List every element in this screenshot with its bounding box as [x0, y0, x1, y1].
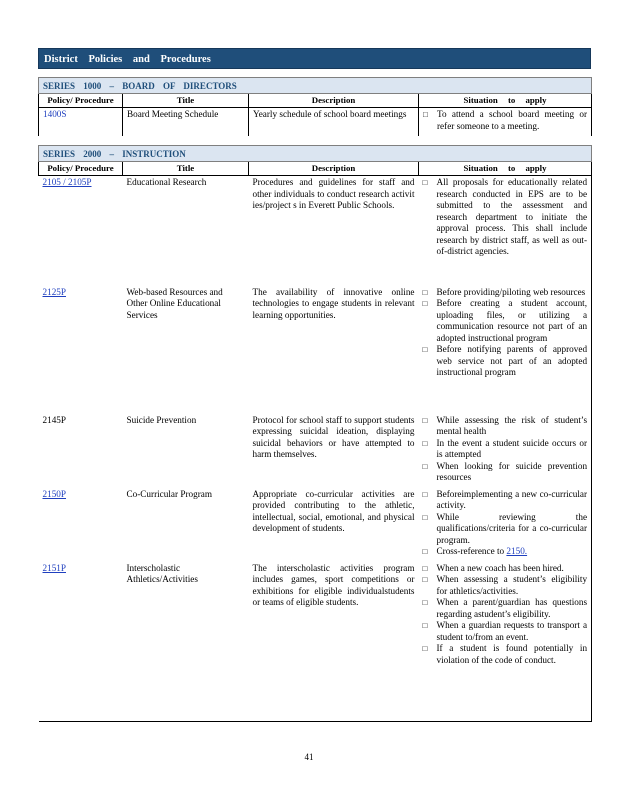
col-situation-header: Situation to apply: [419, 94, 592, 108]
situation-item: [423, 546, 588, 558]
table-row: [39, 562, 592, 722]
situation-item: □ Before creating a student account, uploading files, or utilizing a communication resource not part of an adopted instructional program: [423, 298, 588, 344]
situation-item: □ All proposals for educationally related research conducted in EPS are to be submitted to the assessment and research department to initiate the approval process. This shall include research by district staff, as well as out-of-district agencies.: [423, 177, 588, 258]
policy-number: 1400S: [39, 108, 123, 137]
col-policy-header: Policy/ Procedure: [39, 162, 123, 176]
col-situation-header: Situation to apply: [419, 162, 592, 176]
policy-title: Educational Research: [126, 177, 207, 187]
series-1000-table: [38, 77, 592, 136]
situation-item: □ If a student is found potentially in violation of the code of conduct.: [423, 643, 588, 666]
situation-item: □ In the event a student suicide occurs or is attempted: [423, 438, 588, 461]
policy-title: Co-Curricular Program: [126, 488, 212, 499]
situation-item: □ To attend a school board meeting or refer someone to a meeting.: [423, 109, 587, 132]
policy-link-2125p[interactable]: 2125P: [42, 286, 66, 297]
situation-cell: [419, 488, 592, 562]
situation-cell: [419, 176, 592, 286]
situation-cell: [419, 108, 592, 137]
policy-title: Interscholastic Athletics/Activities: [126, 562, 198, 584]
policy-description: The availability of innovative online technologies to engage students in relevant learning opportunities.: [252, 286, 415, 320]
series-2000-label: SERIES 2000 – INSTRUCTION: [39, 146, 592, 162]
situation-item: □ When assessing a student’s eligibility for athletics/activities.: [423, 574, 588, 597]
policies-page: [38, 48, 591, 722]
policy-description: Appropriate co-curricular activities are provided contributing to the athletic, intellectual, social, emotional, and physical development of students.: [252, 488, 415, 533]
situation-cell: [419, 414, 592, 488]
situation-item: □ Beforeimplementing a new co-curricular activity.: [423, 489, 588, 512]
table-row: [39, 488, 592, 562]
policy-title: Web-based Resources and Other Online Educational Services: [126, 286, 223, 320]
table-row: [39, 286, 592, 414]
section-banner: District Policies and Procedures: [38, 48, 591, 69]
cross-reference-link[interactable]: 2150.: [506, 546, 528, 556]
cross-reference-label: Cross-reference to: [436, 546, 505, 556]
situation-item: □ When looking for suicide prevention resources: [423, 461, 588, 484]
policy-description: The interscholastic activities program includes games, sport competitions or exhibitions for eligible individualstudents or teams of eligible students.: [252, 562, 415, 607]
series-1000-label: SERIES 1000 – BOARD OF DIRECTORS: [39, 78, 592, 94]
policy-link-2105[interactable]: 2105 / 2105P: [42, 177, 92, 187]
policy-description: Protocol for school staff to support students expressing suicidal ideation, displaying suicidal behaviors or have attempted to harm themselves.: [252, 414, 415, 459]
situation-item: □ Before notifying parents of approved web service not part of an adopted instructional program: [423, 344, 588, 379]
series-2000-table: [38, 145, 592, 722]
situation-item: □ When a new coach has been hired.: [423, 563, 588, 575]
policy-link-2151p[interactable]: 2151P: [42, 562, 66, 573]
table-row: [39, 176, 592, 286]
policy-description: Yearly schedule of school board meetings: [249, 108, 419, 137]
situation-item: □ While assessing the risk of student’s mental health: [423, 415, 588, 438]
situation-item: □ While reviewing the qualifications/criteria for a co-curricular program.: [423, 512, 588, 547]
situation-item: □ Before providing/piloting web resources: [423, 287, 588, 299]
policy-number: 2145P: [42, 414, 66, 425]
table-row: [39, 414, 592, 488]
situation-item: □ When a guardian requests to transport a student to/from an event.: [423, 620, 588, 643]
col-title-header: Title: [123, 162, 249, 176]
policy-description: Procedures and guidelines for staff and other individuals to conduct research activit ies/project s in Everett Public Schools.: [252, 177, 415, 210]
situation-item: □ When a parent/guardian has questions regarding astudent’s eligibility.: [423, 597, 588, 620]
policy-link-2150p[interactable]: 2150P: [42, 488, 66, 499]
policy-title: Board Meeting Schedule: [123, 108, 249, 137]
col-policy-header: Policy/ Procedure: [39, 94, 123, 108]
col-title-header: Title: [123, 94, 249, 108]
col-description-header: Description: [249, 162, 419, 176]
policy-title: Suicide Prevention: [126, 414, 197, 425]
page-number: 41: [304, 752, 314, 762]
col-description-header: Description: [249, 94, 419, 108]
situation-cell: [419, 286, 592, 414]
table-row: [39, 108, 592, 137]
situation-cell: [419, 562, 592, 722]
